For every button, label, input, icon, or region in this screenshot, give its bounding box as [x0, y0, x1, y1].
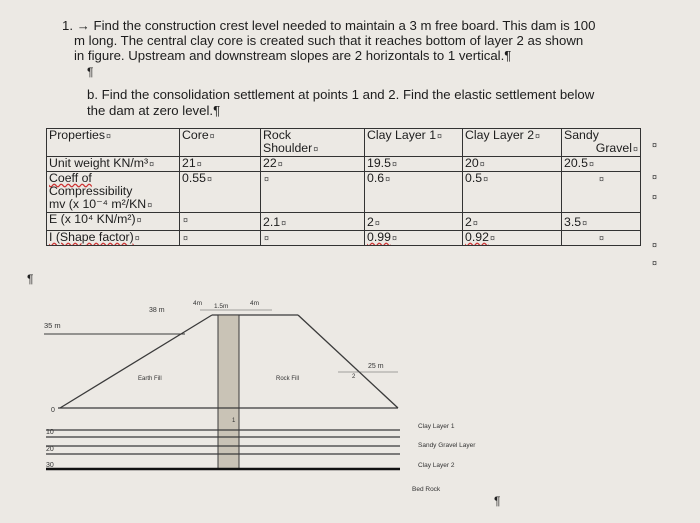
legend-sandy-gravel: Sandy Gravel Layer	[418, 442, 476, 449]
cell-mark-icon: ¤	[391, 159, 397, 169]
cell-mark-icon: ¤	[196, 159, 202, 169]
cell-value: 19.5	[367, 156, 391, 170]
cell-mark-icon: ¤	[535, 131, 541, 141]
cell-mark-icon: ¤	[472, 218, 478, 228]
cell-mark-icon: ¤	[106, 131, 112, 141]
cell-mark-icon: ¤	[277, 159, 283, 169]
cell-value: 22	[263, 156, 277, 170]
legend-bed-rock: Bed Rock	[412, 486, 441, 493]
row-end-mark-icon: ¤	[652, 192, 658, 202]
pilcrow-icon: ¶	[504, 48, 512, 63]
cell-mark-icon: ¤	[147, 200, 153, 210]
point-1-label: 1	[232, 418, 236, 424]
upstream-slope-line	[60, 315, 212, 408]
cell-mark-icon: ¤	[598, 174, 604, 184]
cell-value: 3.5	[564, 215, 582, 229]
cell-mark-icon: ¤	[313, 144, 319, 154]
dim-35m-label: 35 m	[44, 321, 61, 330]
part-a-line-2: m long. The central clay core is created such that it reaches bottom of layer 2 as shown	[74, 33, 584, 48]
header-rock-text: Shoulder	[263, 141, 313, 155]
dim-38m-label: 38 m	[149, 307, 165, 314]
cell-value: 2.1	[263, 215, 281, 229]
cell-value: 2	[367, 215, 374, 229]
pilcrow-icon: ¶	[494, 494, 501, 508]
tab-arrow-icon: →	[76, 18, 90, 33]
part-a-line-1-text: Find the construction crest level needed to maintain a 3 m free board. This dam is 100	[93, 18, 596, 33]
cell-value: 0.55	[182, 171, 206, 185]
cell-mark-icon: ¤	[483, 174, 489, 184]
part-b-line-2-text: the dam at zero level.	[87, 103, 214, 118]
row-end-mark-icon: ¤	[652, 240, 658, 250]
depth-0-label: 0	[51, 407, 55, 414]
cell-value: 20.5	[564, 156, 588, 170]
cell-mark-icon: ¤	[588, 159, 594, 169]
part-b-line-1: b. Find the consolidation settlement at points 1 and 2. Find the elastic settlement below	[87, 87, 595, 102]
cell-mark-icon: ¤	[632, 144, 638, 154]
cell-mark-icon: ¤	[209, 131, 215, 141]
row-label-shape-factor: I (Shape factor)	[49, 230, 134, 244]
cell-mark-icon: ¤	[134, 233, 140, 243]
row-label-e: E (x 10⁴ KN/m²)	[49, 212, 136, 226]
cell-mark-icon: ¤	[437, 131, 443, 141]
part-a-number: 1.	[62, 18, 73, 33]
header-clay-2: Clay Layer 2	[465, 128, 535, 142]
pilcrow-icon: ¶	[87, 65, 94, 79]
pilcrow-icon: ¶	[27, 272, 34, 286]
point-2-label: 2	[352, 374, 356, 380]
header-clay-1: Clay Layer 1	[367, 128, 437, 142]
depth-30-label: 30	[46, 462, 54, 469]
cell-mark-icon: ¤	[598, 233, 604, 243]
cell-value: 20	[465, 156, 479, 170]
cell-mark-icon: ¤	[385, 174, 391, 184]
cell-mark-icon: ¤	[206, 174, 212, 184]
part-a-line-3-text: in figure. Upstream and downstream slopes are 2 horizontals to 1 vertical.	[74, 48, 505, 63]
cell-mark-icon: ¤	[183, 215, 189, 225]
legend-clay-layer-2: Clay Layer 2	[418, 462, 455, 469]
row-end-mark-icon: ¤	[652, 172, 658, 182]
cell-value: 0.92	[465, 230, 489, 244]
header-rock-line-1: Rock	[263, 128, 292, 142]
rock-fill-label: Rock Fill	[276, 376, 300, 382]
cell-mark-icon: ¤	[489, 233, 495, 243]
cell-mark-icon: ¤	[479, 159, 485, 169]
cell-mark-icon: ¤	[391, 233, 397, 243]
cell-mark-icon: ¤	[136, 215, 142, 225]
cell-mark-icon: ¤	[183, 233, 189, 243]
cell-mark-icon: ¤	[374, 218, 380, 228]
cell-value: 0.99	[367, 230, 391, 244]
legend-clay-layer-1: Clay Layer 1	[418, 423, 455, 430]
dim-4m-right-label: 4m	[250, 300, 260, 307]
header-sandy-line-1: Sandy	[564, 128, 599, 142]
dim-4m-left-label: 4m	[193, 300, 203, 307]
header-sandy-text: Gravel	[595, 141, 632, 155]
row-end-mark-icon: ¤	[652, 140, 658, 150]
coeff-text: Coeff of	[49, 171, 92, 185]
depth-20-label: 20	[46, 446, 54, 453]
header-core: Core	[182, 128, 209, 142]
cell-value: 0.5	[465, 171, 483, 185]
cell-value: 21	[182, 156, 196, 170]
cell-mark-icon: ¤	[281, 218, 287, 228]
cell-mark-icon: ¤	[149, 159, 155, 169]
downstream-slope-line	[298, 315, 398, 408]
earth-fill-label: Earth Fill	[138, 376, 162, 382]
dim-25m-label: 25 m	[368, 363, 384, 370]
cell-value: 0.6	[367, 171, 385, 185]
depth-10-label: 10	[46, 429, 54, 436]
cell-mark-icon: ¤	[582, 218, 588, 228]
dim-1-5m-label: 1.5m	[214, 303, 229, 310]
coeff-unit-text: mv (x 10⁻⁴ m²/KN	[49, 197, 147, 211]
cell-mark-icon: ¤	[264, 174, 270, 184]
pilcrow-icon: ¶	[213, 103, 221, 118]
row-label-coeff-line-2: Compressibility	[49, 184, 133, 198]
header-properties: Properties	[49, 128, 106, 142]
row-label-unit-weight: Unit weight KN/m³	[49, 156, 149, 170]
cell-mark-icon: ¤	[264, 233, 270, 243]
cell-value: 2	[465, 215, 472, 229]
row-end-mark-icon: ¤	[652, 258, 658, 268]
